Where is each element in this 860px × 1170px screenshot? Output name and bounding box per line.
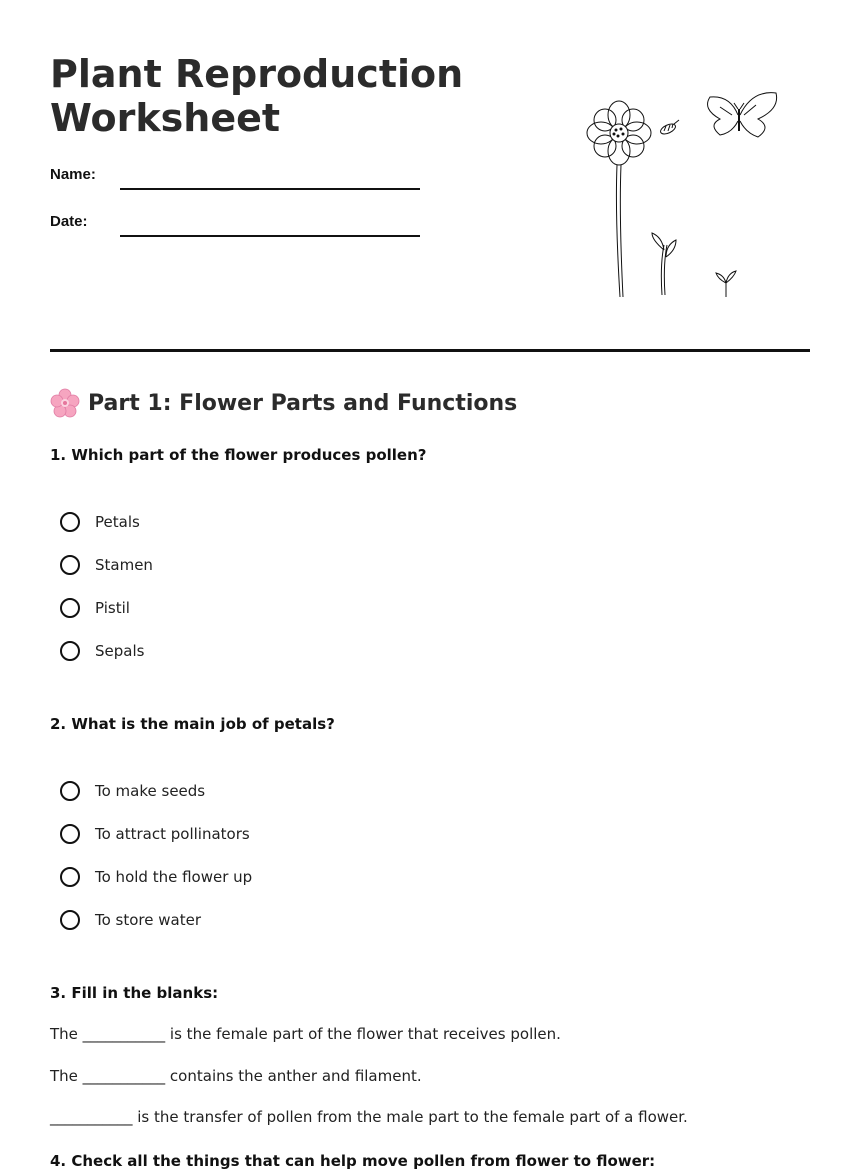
plant-illustration bbox=[580, 85, 780, 305]
flower-icon bbox=[587, 101, 651, 297]
fill-blank-line-3: ___________ is the transfer of pollen from the male part to the female part of a flower. bbox=[50, 1108, 688, 1126]
date-field[interactable] bbox=[120, 215, 420, 237]
worksheet-title bbox=[50, 52, 470, 140]
title-line-1: Plant Reproduction bbox=[50, 52, 464, 96]
part1-heading bbox=[50, 388, 517, 418]
radio-button[interactable] bbox=[60, 910, 80, 930]
q2-option-attract-pollinators[interactable]: To attract pollinators bbox=[60, 821, 250, 847]
radio-button[interactable] bbox=[60, 598, 80, 618]
radio-button[interactable] bbox=[60, 781, 80, 801]
sprout-icon bbox=[652, 233, 676, 295]
title-line-2: Worksheet bbox=[50, 96, 281, 140]
header-divider bbox=[50, 349, 810, 352]
radio-button[interactable] bbox=[60, 555, 80, 575]
bee-icon bbox=[659, 120, 679, 136]
q1-option-pistil[interactable]: Pistil bbox=[60, 595, 130, 621]
butterfly-icon bbox=[708, 93, 777, 137]
radio-button[interactable] bbox=[60, 867, 80, 887]
q1-option-petals[interactable]: Petals bbox=[60, 509, 140, 535]
q2-option-store-water[interactable]: To store water bbox=[60, 907, 201, 933]
q1-option-stamen[interactable]: Stamen bbox=[60, 552, 153, 578]
q2-option-hold-flower[interactable]: To hold the flower up bbox=[60, 864, 252, 890]
radio-button[interactable] bbox=[60, 512, 80, 532]
question-3: 3. Fill in the blanks: bbox=[50, 984, 219, 1002]
question-4: 4. Check all the things that can help move pollen from flower to flower: bbox=[50, 1152, 656, 1170]
cherry-blossom-icon bbox=[50, 388, 80, 418]
question-2: 2. What is the main job of petals? bbox=[50, 715, 335, 733]
radio-button[interactable] bbox=[60, 824, 80, 844]
radio-button[interactable] bbox=[60, 641, 80, 661]
date-label: Date: bbox=[50, 213, 88, 230]
q1-option-sepals[interactable]: Sepals bbox=[60, 638, 144, 664]
name-field[interactable] bbox=[120, 168, 420, 190]
question-1: 1. Which part of the flower produces pollen? bbox=[50, 446, 427, 464]
seedling-icon bbox=[716, 271, 736, 297]
fill-blank-line-2: The ___________ contains the anther and filament. bbox=[50, 1067, 422, 1085]
fill-blank-line-1: The ___________ is the female part of the flower that receives pollen. bbox=[50, 1025, 561, 1043]
part1-title: Part 1: Flower Parts and Functions bbox=[88, 390, 518, 416]
q2-option-make-seeds[interactable]: To make seeds bbox=[60, 778, 205, 804]
name-label: Name: bbox=[50, 166, 96, 183]
